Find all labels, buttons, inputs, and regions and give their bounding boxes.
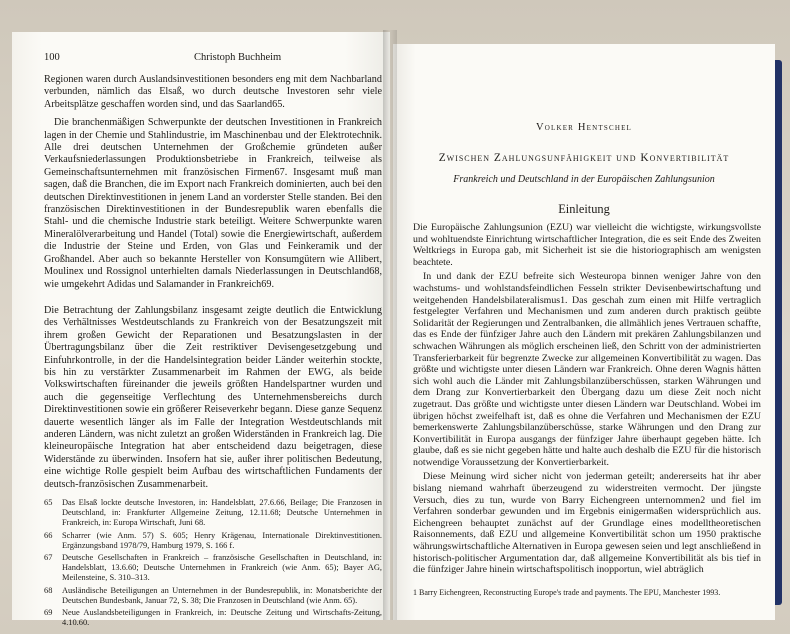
left-page <box>12 32 390 628</box>
footnote <box>44 586 382 606</box>
footnote <box>44 608 382 628</box>
footnote-number: 67 <box>44 553 53 563</box>
page-number: 100 <box>44 52 60 63</box>
paragraph: Regionen waren durch Auslandsinvestitionen besonders eng mit dem Nachbarland verbunden, nämlich das Elsaß, wo durch deutsche Investoren sehr viele Arbeitsplätze geschaffen worden sind, und das Saarland65. <box>44 74 382 110</box>
chapter-author: Volker Hentschel <box>535 122 633 133</box>
footnote-number: 69 <box>44 608 53 618</box>
footnotes <box>44 498 382 630</box>
footnote-number: 65 <box>44 498 53 507</box>
footnote <box>44 553 382 584</box>
footnote-text: Deutsche Gesellschaften in Frankreich – französische Gesellschaften in Deutschland, in: Handelsblatt, 13.6.60; Deutsche Unternehmen in Frankreich (wie Anm. 65); Bayer AG, Meilensteine, S. 310–313. <box>62 553 382 583</box>
footnote-text: Ausländische Beteiligungen an Unternehmen in der Bundesrepublik, in: Monatsberichte der Deutschen Bundesbank, Januar 72, S. 38; Die Franzosen in Deutschland (wie Anm. 65). <box>62 585 382 605</box>
paragraph: Die Europäische Zahlungsunion (EZU) war vielleicht die wichtigste, wirkungsvollste und wohltuendste Einrichtung wirtschaftlicher Integration, die es seit Ende des Zweiten Weltkriegs in Europa gab, mit Sicherheit ist sie die historiographisch am wenigsten beachtete. <box>413 222 761 268</box>
paragraph: Die Betrachtung der Zahlungsbilanz insgesamt zeigte deutlich die Entwicklung des Verhältnisses Westdeutschlands zu Frankreich von der Besatzungszeit mit ihrem großen Gewicht der Reparationen und Besatzungslasten in der Übertragungsbilanz über die Zeit restriktiver Devisengesetzgebung und Einfuhrkontrolle, in der die Handelsintegration beider Länder weiterhin stockte, bis hin zu verstärkter Zusammenarbeit im Rahmen der EWG, als beide Volkswirtschaften füreinander die jeweils größten Handelspartner wurden und auch die gegenseitige Verflechtung des Unternehmensbereichs durch Direktinvestitionen sowie ein größerer Reiseverkehr begann. Diese ganze Sequenz dauerte wesentlich länger als im Falle der Integration Westdeutschlands mit anderen Ländern, was nicht zuletzt an großen Widerständen in Frankreich lag. Die kleineuropäische Integration hat aber entscheidend dazu beigetragen, diese Widerstände zu überwinden. Insofern hat sie, außer ihrer politischen Bedeutung, eine wichtige Rolle gespielt beim Aufbau des wirtschaftlichen Fundaments der deutsch-französischen Zusammenarbeit. <box>44 304 382 490</box>
footnote-text: Neue Auslandsbeteiligungen in Frankreich, in: Deutsche Zeitung und Wirtschafts-Zeitung, 4.10.60. <box>62 608 382 628</box>
paragraph: Die branchenmäßigen Schwerpunkte der deutschen Investitionen in Frankreich lagen in der Chemie und Stahlindustrie, im Maschinenbau und der Elektrotechnik. Alle drei deutschen Unternehmen der Großchemie gründeten außer Verkaufsniederlassungen Produktionsbetriebe in Frankreich, teilweise als Gemeinschaftsunternehmen mit französischen Firmen67. Insgesamt muß man sagen, daß die Branchen, die im Export nach Frankreich dominierten, auch bei den deutschen Direktinvestitionen in jenem Land an vorderster Stelle standen. Bei den französischen Direktinvestitionen in der Bundesrepublik waren ebenfalls die Stahl- und die chemische Industrie stark beteiligt. Weitere Schwerpunkte waren Mineralölverarbeitung und Handel (Total) sowie die Energiewirtschaft, außerdem die Industrie der Steine und Erden, von Glas und Feinkeramik und der Großhandel. Aber auch so bekannte Hersteller von Konsumgütern wie Allibert, Moulinex und Rossignol unterhielten damals Niederlassungen in Deutschland68, wie umgekehrt Adidas und Salamander in Frankreich69. <box>44 117 382 290</box>
footnote-number: 68 <box>44 585 53 595</box>
right-body-text <box>413 222 761 579</box>
footnote-text: Scharrer (wie Anm. 57) S. 605; Henry Krägenau, Internationale Direktinvestitionen. Ergänzungsband 1978/79, Hamburg 1979, S. 166 f. <box>62 530 382 550</box>
right-footnote: 1 Barry Eichengreen, Reconstructing Europe's trade and payments. The EPU, Manchester 1993. <box>413 588 721 597</box>
paragraph: Diese Meinung wird sicher nicht von jederman geteilt; andererseits hat ihr aber bislang niemand wahrhaft überzeugend zu widerstreiten vermocht. Der jüngste Versuch, dies zu tun, wurde von Barry Eichengreen unternommen2 und fiel im Verfahren sonderbar gewunden und im Ergebnis einigermaßen widersprüchlich aus. Eichengreen behauptet zunächst auf der Grundlage eines modelltheoretischen Raisonnements, daß EZU und allgemeine Konvertibilität schon um 1950 praktische währungswirtschaftliche Alternativen in Europa gewesen seien und legt anschließend in historisch-politischer Argumentation dar, daß allgemeine Konvertibilität als bis tief in die fünfziger Jahre hinein wirtschaftspolitisch inopportun, wiel abträglich <box>413 471 761 576</box>
left-body-text <box>44 74 382 497</box>
footnote <box>44 498 382 529</box>
paragraph: In und dank der EZU befreite sich Westeuropa binnen weniger Jahre von den wachstums- und wohlstandsfeindlichen Fesseln strikter Devisenbewirtschaftung und weitgehenden Handelsbilateralismus1. Das geschah zum einen mit Hilfe vertraglich festgelegter Verfahren und Mechanismen und zum anderen durch praktisch geübte Solidarität der Regierungen und Zentralbanken, die allmählich jenes Vertrauen schaffte, das es Ende der fünfziger Jahre auch den Ländern mit prekären Zahlungsbilanzen und schwachen Währungen als möglich erscheinen ließ, den Schritt von der administrierten Transferierbarkeit für begrenzte Zwecke zur allgemeinen Konvertibilität zu wagen. Das größte und wichtigste unter diesen Ländern war Frankreich. Ohne deren Wagnis hätten sich wohl auch die Länder mit Zahlungsbilanzüberschüssen, starken Währungen und dem Drang zur Konvertierbarkeit den Übergang dazu um diese Zeit noch nicht zugetraut. Das größte und wichtigste unter diesen Ländern war Deutschland. Wobei im übrigen höchst zweifelhaft ist, daß es ohne die Verfahren und Mechanismen der EZU bemerkenswerte Zahlungsbilanzüberschüsse, starke Währungen und den Drang zur Konvertibilität in Europa ausgangs der fünfziger Jahre überhaupt gegeben hätte. Ich glaube, daß es sie nicht gegeben hätte und halte auch deshalb die EZU für die historisch notwendige Voraussetzung der Konvertierbarkeit. <box>413 271 761 468</box>
running-head <box>44 52 370 68</box>
section-heading: Einleitung <box>558 202 610 216</box>
footnote <box>44 531 382 551</box>
right-page <box>393 44 775 620</box>
chapter-subtitle: Frankreich und Deutschland in der Europäischen Zahlungsunion <box>453 174 715 185</box>
book-gutter <box>383 30 397 620</box>
footnote-text: Das Elsaß lockte deutsche Investoren, in: Handelsblatt, 27.6.66, Beilage; Die Franzosen in Deutschland, in: Frankfurter Allgemeine Zeitung, 12.11.68; Deutsche Unternehmen in Frankreich, in: Europa Wirtschaft, Juni 68. <box>62 498 382 528</box>
running-head-author: Christoph Buchheim <box>194 52 282 63</box>
footnote-number: 66 <box>44 530 53 540</box>
chapter-title: Zwischen Zahlungsunfähigkeit und Konvertibilität <box>438 152 730 164</box>
